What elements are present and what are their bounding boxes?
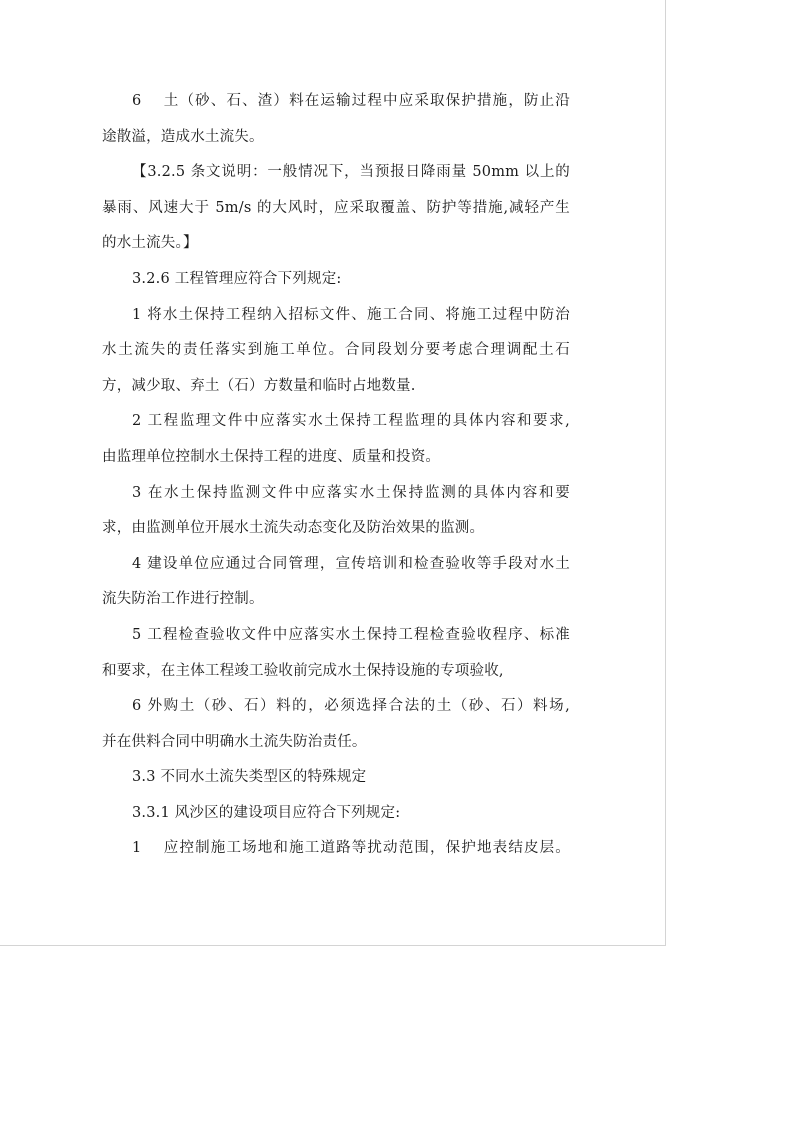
text-line: 3 在水土保持监测文件中应落实水土保持监测的具体内容和要 bbox=[132, 484, 570, 501]
text-line: 5 工程检查验收文件中应落实水土保持工程检查验收程序、标准 bbox=[132, 626, 570, 643]
text-line: 1 应控制施工场地和施工道路等扰动范围，保护地表结皮层。 bbox=[132, 840, 570, 857]
text-line: 3.3.1 风沙区的建设项目应符合下列规定: bbox=[132, 804, 401, 821]
text-line: 暴雨、风速大于 5m/s 的大风时，应采取覆盖、防护等措施,减轻产生 bbox=[102, 199, 570, 216]
text-line: 方，减少取、弃土（石）方数量和临时占地数量. bbox=[102, 377, 416, 394]
text-line: 求，由监测单位开展水土流失动态变化及防治效果的监测。 bbox=[102, 520, 485, 537]
text-line: 途散溢，造成水土流失。 bbox=[102, 128, 264, 145]
text-line: 并在供料合同中明确水土流失防治责任。 bbox=[102, 733, 367, 750]
document-body bbox=[102, 84, 570, 867]
text-line: 4 建设单位应通过合同管理，宣传培训和检查验收等手段对水土 bbox=[132, 555, 570, 572]
text-line: 6 土（砂、石、渣）料在运输过程中应采取保护措施，防止沿 bbox=[132, 93, 570, 109]
text-line: 和要求，在主体工程竣工验收前完成水土保持设施的专项验收, bbox=[102, 662, 504, 679]
text-line: 水土流失的责任落实到施工单位。合同段划分要考虑合理调配土石 bbox=[102, 342, 570, 359]
text-line: 3.2.6 工程管理应符合下列规定: bbox=[132, 270, 342, 287]
text-line: 6 外购土（砂、石）料的，必须选择合法的土（砂、石）料场, bbox=[132, 698, 570, 715]
text-line: 的水土流失。】 bbox=[102, 235, 198, 252]
text-line: 1 将水土保持工程纳入招标文件、施工合同、将施工过程中防治 bbox=[132, 306, 570, 323]
text-line: 【3.2.5 条文说明：一般情况下，当预报日降雨量 50mm 以上的 bbox=[132, 164, 570, 181]
text-line: 2 工程监理文件中应落实水土保持工程监理的具体内容和要求, bbox=[132, 413, 570, 430]
text-line: 由监理单位控制水土保持工程的进度、质量和投资。 bbox=[102, 448, 441, 465]
text-line: 流失防治工作进行控制。 bbox=[102, 591, 264, 608]
text-line: 3.3 不同水土流失类型区的特殊规定 bbox=[132, 769, 367, 786]
